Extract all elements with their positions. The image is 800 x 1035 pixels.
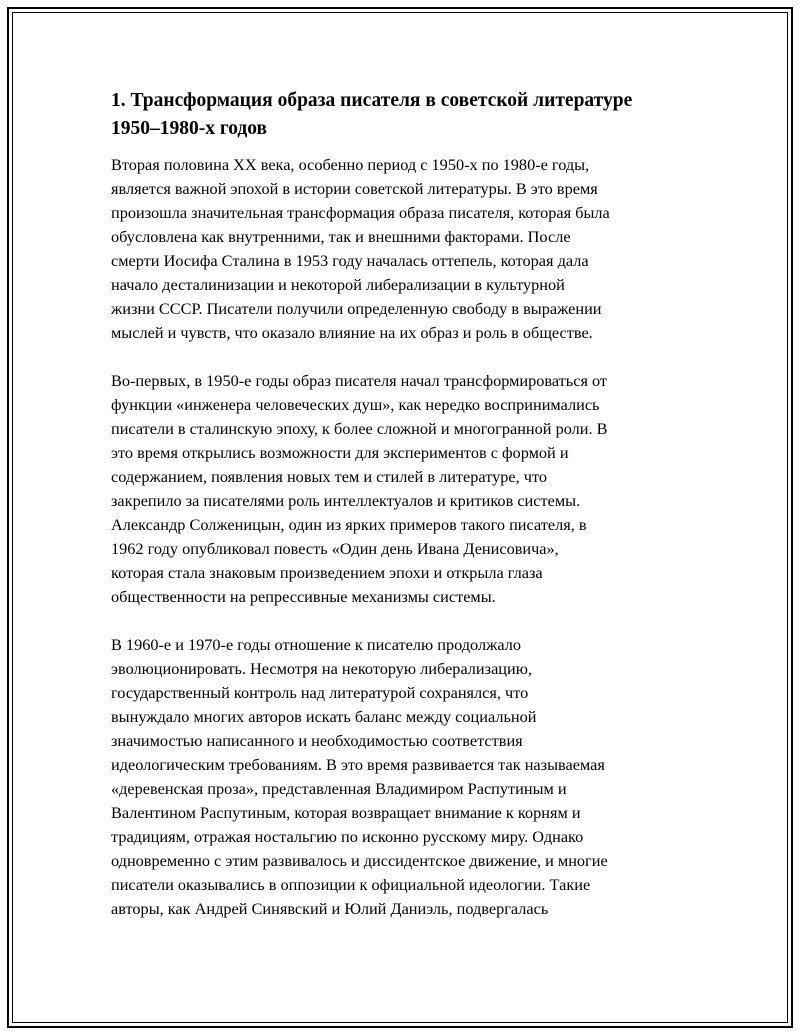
paragraph-1950s	[111, 369, 694, 609]
text-line: авторы, как Андрей Синявский и Юлий Даниэль, подвергалась	[111, 899, 549, 918]
text-line: является важной эпохой в истории советской литературы. В это время	[111, 179, 598, 198]
text-line: «деревенская проза», представленная Владимиром Распутиным и	[111, 779, 567, 798]
text-line: смерти Иосифа Сталина в 1953 году началась оттепель, которая дала	[111, 251, 589, 270]
text-line: вынуждало многих авторов искать баланс между социальной	[111, 707, 537, 726]
text-line: мыслей и чувств, что оказало влияние на их образ и роль в обществе.	[111, 323, 593, 342]
text-line: Александр Солженицын, один из ярких примеров такого писателя, в	[111, 515, 587, 534]
text-line: которая стала знаковым произведением эпохи и открыла глаза	[111, 563, 543, 582]
text-line: начало десталинизации и некоторой либерализации в культурной	[111, 275, 565, 294]
text-line: общественности на репрессивные механизмы системы.	[111, 587, 496, 606]
text-line: одновременно с этим развивалось и диссидентское движение, и многие	[111, 851, 608, 870]
text-line: значимостью написанного и необходимостью соответствия	[111, 731, 523, 750]
text-line: произошла значительная трансформация образа писателя, которая была	[111, 203, 610, 222]
text-line: Вторая половина XX века, особенно период с 1950-х по 1980-е годы,	[111, 155, 590, 174]
paragraph-intro	[111, 153, 694, 345]
text-line: писатели в сталинскую эпоху, к более сложной и многогранной роли. В	[111, 419, 608, 438]
text-line: функции «инженера человеческих душ», как нередко воспринимались	[111, 395, 600, 414]
section-title-line: 1950–1980-х годов	[111, 118, 268, 139]
text-line: писатели оказывались в оппозиции к официальной идеологии. Такие	[111, 875, 591, 894]
section-title-line: 1. Трансформация образа писателя в советской литературе	[111, 90, 633, 111]
text-line: это время открылись возможности для экспериментов с формой и	[111, 443, 569, 462]
text-line: идеологическим требованиям. В это время развивается так называемая	[111, 755, 605, 774]
text-line: государственный контроль над литературой сохранялся, что	[111, 683, 529, 702]
text-line: жизни СССР. Писатели получили определенную свободу в выражении	[111, 299, 602, 318]
text-line: Валентином Распутиным, которая возвращает внимание к корням и	[111, 803, 581, 822]
paragraph-1960s-1970s	[111, 633, 694, 921]
text-line: содержанием, появления новых тем и стилей в литературе, что	[111, 467, 547, 486]
text-line: обусловлена как внутренними, так и внешними факторами. После	[111, 227, 571, 246]
text-line: традициям, отражая ностальгию по исконно русскому миру. Однако	[111, 827, 584, 846]
section-title	[111, 87, 694, 143]
document-body	[111, 87, 694, 945]
text-line: эволюционировать. Несмотря на некоторую либерализацию,	[111, 659, 532, 678]
text-line: 1962 году опубликовал повесть «Один день Ивана Денисовича»,	[111, 539, 559, 558]
text-line: Во-первых, в 1950-е годы образ писателя начал трансформироваться от	[111, 371, 608, 390]
text-line: В 1960-е и 1970-е годы отношение к писателю продолжало	[111, 635, 521, 654]
text-line: закрепило за писателями роль интеллектуалов и критиков системы.	[111, 491, 581, 510]
